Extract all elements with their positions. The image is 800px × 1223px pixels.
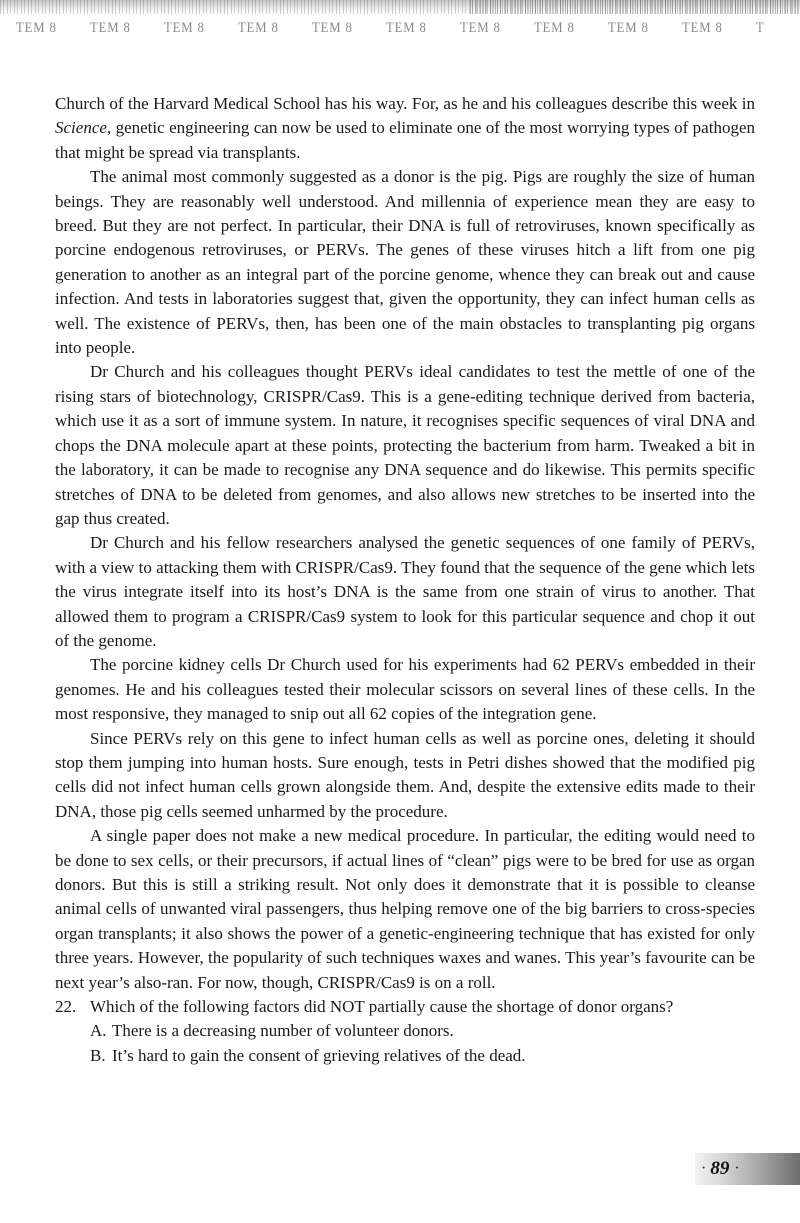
option-text: It’s hard to gain the consent of grieving relatives of the dead. xyxy=(112,1045,526,1065)
paragraph-6: Since PERVs rely on this gene to infect human cells as well as porcine ones, deleting it should stop them jumping into human hosts. Sure enough, tests in Petri dishes showed that the modified pig cells did not infect human cells grown alongside them. And, despite the extensive edits made to their DNA, those pig cells seemed unharmed by the procedure. xyxy=(55,728,755,821)
scan-edge-noise xyxy=(0,0,800,14)
option-b xyxy=(90,1044,755,1068)
paragraph-2: The animal most commonly suggested as a donor is the pig. Pigs are roughly the size of human beings. They are reasonably well understood. And millennia of experience mean they are easy to breed. But they are not perfect. In particular, their DNA is full of retroviruses, known specifically as porcine endogenous retroviruses, or PERVs. The genes of these viruses hitch a lift from one pig generation to another as an integral part of the porcine genome, whence they can break out and cause infection. And tests in laboratories suggest that, given the opportunity, they can infect human cells as well. The existence of PERVs, then, has been one of the main obstacles to transplanting pig organs into people. xyxy=(55,167,755,358)
header-label: TEM 8 xyxy=(608,20,649,36)
question-text: Which of the following factors did NOT partially cause the shortage of donor organs? xyxy=(90,997,674,1017)
question-number: 22. xyxy=(55,997,77,1017)
paragraph-7: A single paper does not make a new medical procedure. In particular, the editing would need to be done to sex cells, or their precursors, if actual lines of “clean” pigs were to be bred for use as organ donors. But this is still a striking result. Not only does it demonstrate that it is possible to cleanse animal cells of unwanted viral passengers, thus helping remove one of the big barriers to cross-species organ transplants; it also shows the power of a genetic-engineering technique that has existed for only three years. However, the popularity of such techniques waxes and wanes. This year’s favourite can be next year’s also-ran. For now, though, CRISPR/Cas9 is on a roll. xyxy=(55,826,755,992)
paragraph-1 xyxy=(55,92,755,165)
bullet-icon: · xyxy=(734,1160,740,1177)
header-label: TEM 8 xyxy=(386,20,427,36)
header-label: TEM 8 xyxy=(460,20,501,36)
option-label: B. xyxy=(90,1045,106,1065)
bullet-icon: · xyxy=(701,1160,707,1177)
header-label: TEM 8 xyxy=(534,20,575,36)
option-a xyxy=(90,1019,755,1043)
journal-title: Science xyxy=(55,118,107,138)
paragraph-5: The porcine kidney cells Dr Church used for his experiments had 62 PERVs embedded in their genomes. He and his colleagues tested their molecular scissors on several lines of these cells. In the most responsive, they managed to snip out all 62 copies of the integration gene. xyxy=(55,655,755,724)
paragraph-text: , genetic engineering can now be used to eliminate one of the most worrying types of pathogen that might be spread via transplants. xyxy=(55,118,755,162)
article-body xyxy=(55,92,755,1068)
header-label: TEM 8 xyxy=(16,20,57,36)
paragraph-4: Dr Church and his fellow researchers analysed the genetic sequences of one family of PERVs, with a view to attacking them with CRISPR/Cas9. They found that the sequence of the gene which lets the virus integrate itself into its host’s DNA is the same from one strain of virus to another. That allowed them to program a CRISPR/Cas9 system to look for this particular sequence and chop it out of the genome. xyxy=(55,533,755,650)
running-header xyxy=(0,20,800,42)
paragraph-text: Church of the Harvard Medical School has his way. For, as he and his colleagues describe this week in xyxy=(55,94,755,113)
option-text: There is a decreasing number of volunteer donors. xyxy=(112,1021,454,1041)
header-label: TEM 8 xyxy=(90,20,131,36)
paragraph-3: Dr Church and his colleagues thought PERVs ideal candidates to test the mettle of one of the rising stars of biotechnology, CRISPR/Cas9. This is a gene-editing technique derived from bacteria, which use it as a sort of immune system. In nature, it recognises specific sequences of viral DNA and chops the DNA molecule apart at these points, protecting the bacterium from harm. Tweaked a bit in the laboratory, it can be made to recognise any DNA sequence and do likewise. This permits specific stretches of DNA to be deleted from genomes, and also allows new stretches to be inserted into the gap thus created. xyxy=(55,362,755,528)
header-label: TEM 8 xyxy=(682,20,723,36)
header-label: TEM 8 xyxy=(312,20,353,36)
question-22 xyxy=(55,995,755,1019)
header-label: TEM 8 xyxy=(238,20,279,36)
page-number-tab xyxy=(695,1153,800,1185)
header-label: TEM 8 xyxy=(164,20,205,36)
header-label: T xyxy=(756,20,765,36)
page-number: 89 xyxy=(710,1158,730,1179)
option-label: A. xyxy=(90,1021,107,1041)
